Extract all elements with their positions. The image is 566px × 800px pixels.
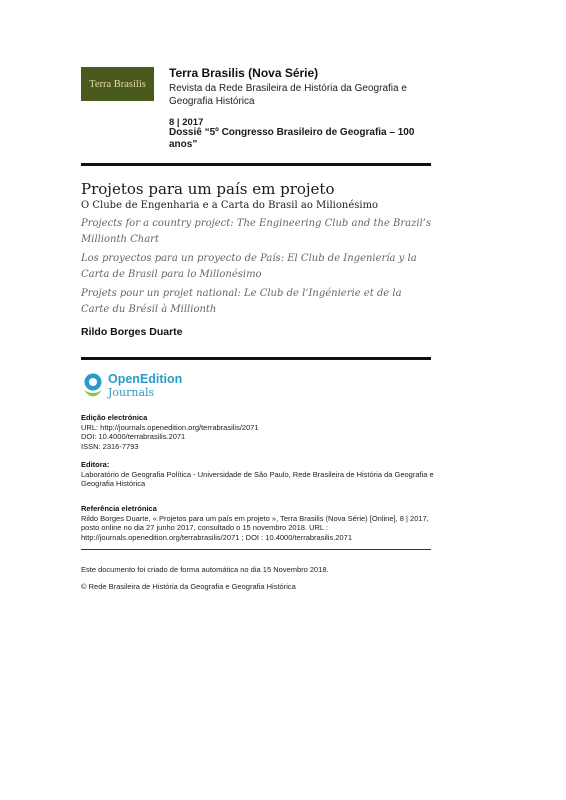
reference-heading: Referência eletrónica — [81, 504, 157, 513]
openedition-logo[interactable] — [81, 373, 182, 403]
copyright-note: © Rede Brasileira de História da Geografia e Geografia Histórica — [81, 582, 296, 591]
article-subtitle: O Clube de Engenharia e a Carta do Brasil ao Milionésimo — [81, 200, 379, 211]
journal-subtitle: Revista da Rede Brasileira de História da Geografia e Geografia Histórica — [169, 83, 407, 107]
publisher-block — [81, 460, 441, 489]
openedition-journals: Journals — [108, 386, 155, 399]
alt-title-spanish: Los proyectos para un proyecto de País: El Club de Ingeniería y la Carta de Brasil para lo Millonésimo — [81, 253, 417, 280]
article-title: Projetos para um país em projeto — [81, 180, 335, 198]
reference-block — [81, 504, 441, 542]
electronic-url[interactable]: URL: http://journals.openedition.org/terrabrasilis/2071 — [81, 422, 259, 432]
electronic-issn: ISSN: 2316-7793 — [81, 441, 139, 451]
article-author: Rildo Borges Duarte — [81, 326, 183, 338]
author-divider — [81, 357, 431, 360]
issue-number: 8 | 2017 — [169, 117, 204, 128]
journal-logo — [81, 67, 154, 101]
publisher-text: Laboratório de Geografia Política - Universidade de São Paulo, Rede Brasileira de História da Geografia e Geografia Histórica — [81, 469, 434, 489]
journal-title: Terra Brasilis (Nova Série) — [169, 66, 319, 80]
reference-divider — [81, 549, 431, 550]
alternate-titles — [81, 216, 433, 321]
reference-text: Rildo Borges Duarte, « Projetos para um país em projeto », Terra Brasilis (Nova Série) [Online], 8 | 2017, posto online no dia 27 junho 2017, consultado o 15 novembro 2018. URL : http://journals.openedition.org/terrabrasilis/2071 ; DOI : 10.4000/terrabrasilis.2071 — [81, 513, 429, 542]
openedition-name: OpenEdition — [108, 372, 183, 386]
electronic-heading: Edição electrónica — [81, 413, 148, 422]
alt-title-french: Projets pour un projet national: Le Club de l’Ingénierie et de la Carte du Brésil à Millionth — [81, 288, 402, 315]
issue-title: Dossiê “5º Congresso Brasileiro de Geografia – 100 anos” — [169, 127, 415, 150]
openedition-icon — [81, 373, 105, 403]
alt-title-english: Projects for a country project: The Engineering Club and the Brazil’s Millionth Chart — [81, 218, 432, 245]
electronic-doi[interactable]: DOI: 10.4000/terrabrasilis.2071 — [81, 432, 186, 442]
header-divider — [81, 163, 431, 166]
creation-note: Este documento foi criado de forma automática no dia 15 Novembro 2018. — [81, 565, 329, 574]
journal-logo-text: Terra Brasilis — [89, 78, 146, 90]
publisher-heading: Editora: — [81, 460, 110, 469]
electronic-edition-block — [81, 413, 441, 451]
